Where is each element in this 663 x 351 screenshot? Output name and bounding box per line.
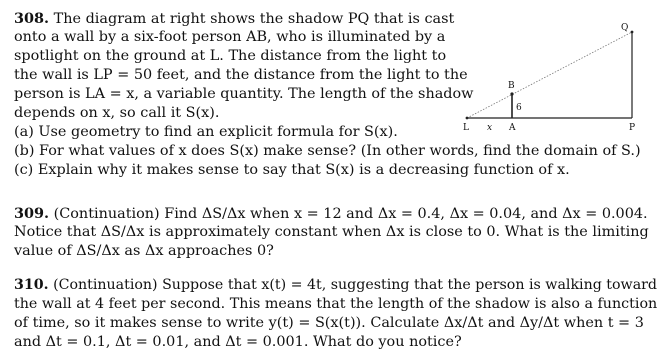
point-b: [510, 92, 513, 95]
label-p: P: [629, 123, 636, 133]
p308-line-5: person is LA = x, a variable quantity. The length of the shadow: [14, 86, 474, 102]
label-six: 6: [516, 103, 522, 113]
p310-line-2: the wall at 4 feet per second. This means that the length of the shadow is also a function: [14, 296, 658, 312]
label-x: x: [487, 123, 493, 133]
label-a: A: [509, 123, 516, 133]
p310-line-3: of time, so it makes sense to write y(t) = S(x(t)). Calculate Δx/Δt and Δy/Δt when t = 3: [14, 315, 644, 331]
p310-line-1: 310. (Continuation) Suppose that x(t) = 4t, suggesting that the person is walking toward: [14, 277, 658, 293]
point-l: [466, 117, 469, 120]
p308-line-4: the wall is LP = 50 feet, and the distance from the light to the: [14, 67, 468, 83]
p310-number: 310.: [14, 277, 49, 293]
p308-part-c: (c) Explain why it makes sense to say that S(x) is a decreasing function of x.: [14, 162, 570, 178]
light-ray: [467, 32, 632, 118]
p308-line-3: spotlight on the ground at L. The distance from the light to: [14, 48, 447, 64]
p308-number: 308.: [14, 10, 50, 27]
point-q: [631, 31, 634, 34]
p309-line-3: value of ΔS/Δx as Δx approaches 0?: [14, 243, 274, 259]
p310-line-4: and Δt = 0.1, Δt = 0.01, and Δt = 0.001. What do you notice?: [14, 334, 462, 350]
p309-line-1: 309. (Continuation) Find ΔS/Δx when x = 12 and Δx = 0.4, Δx = 0.04, and Δx = 0.004.: [14, 205, 648, 222]
shadow-diagram: [455, 18, 655, 136]
p308-line-1: 308. The diagram at right shows the shadow PQ that is cast: [14, 10, 455, 27]
p308-line-2: onto a wall by a six-foot person AB, who is illuminated by a: [14, 29, 446, 45]
p308-line-6: depends on x, so call it S(x).: [14, 105, 220, 121]
label-l: L: [463, 123, 469, 133]
p309-line-2: Notice that ΔS/Δx is approximately constant when Δx is close to 0. What is the limiting: [14, 224, 649, 240]
label-q: Q: [621, 23, 629, 33]
p308-part-a: (a) Use geometry to find an explicit formula for S(x).: [14, 124, 398, 140]
label-b: B: [508, 81, 515, 91]
p309-number: 309.: [14, 205, 50, 222]
p308-part-b: (b) For what values of x does S(x) make sense? (In other words, find the domain of S.): [14, 143, 641, 159]
